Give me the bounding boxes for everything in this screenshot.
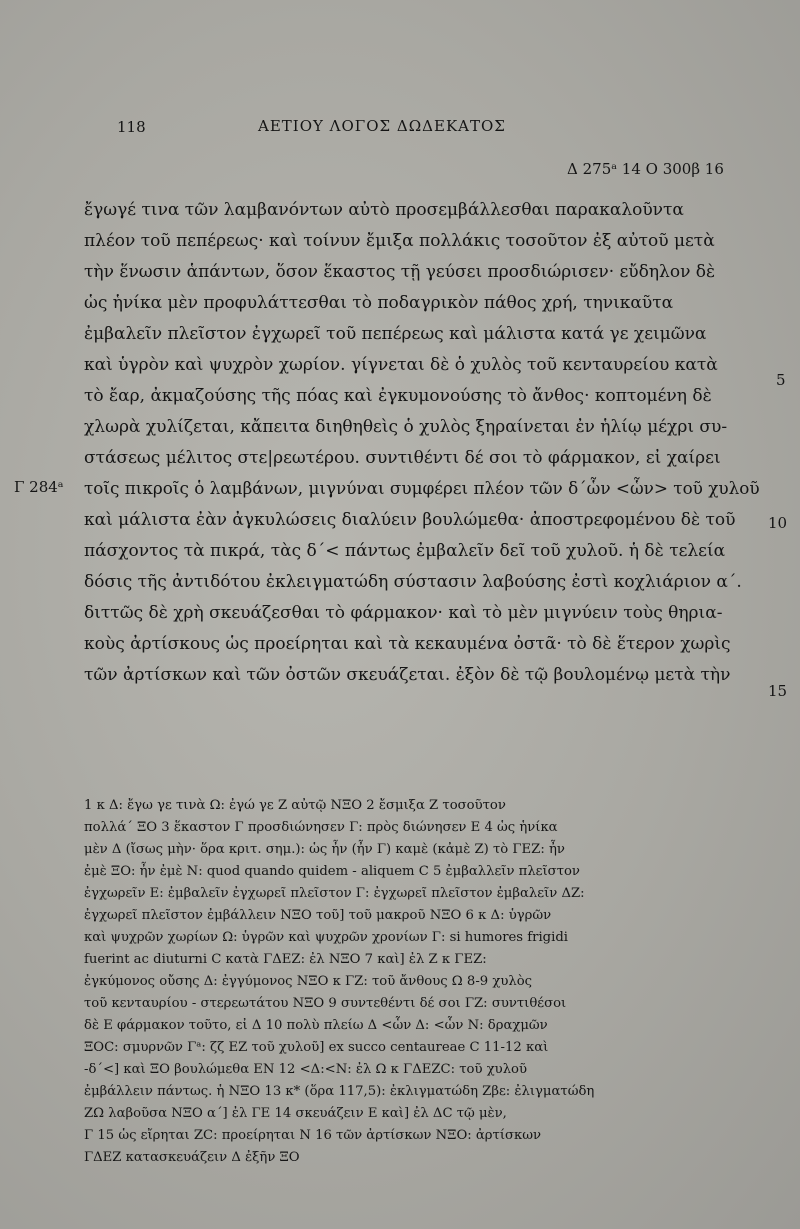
running-title: ΑΕΤΙΟΥ ΛΟΓΟΣ ΔΩΔΕΚΑΤΟΣ — [258, 117, 506, 135]
apparatus-line: δὲ Ε φάρμακον τοῦτο, εἰ Δ 10 πολὺ πλείω Δ <ὧν Δ: <ὧν Ν: δραχμῶν — [84, 1018, 548, 1033]
apparatus-line: -δ´<] καὶ ΞΟ βουλώμεθα ΕΝ 12 <Δ:<Ν: ἐλ Ω κ ΓΔΕΖC: τοῦ χυλοῦ — [84, 1062, 528, 1077]
apparatus-line: τοῦ κενταυρίου - στερεωτάτου ΝΞΟ 9 συντεθέντι δέ σοι ΓΖ: συντιθέσοι — [84, 996, 567, 1011]
apparatus-line: ΓΔΕΖ κατασκευάζειν Δ ἐξῆν ΞΟ — [84, 1150, 300, 1165]
text-line: τῶν ἀρτίσκων καὶ τῶν ὀστῶν σκευάζεται. ἐξὸν δὲ τῷ βουλομένῳ μετὰ τὴν — [84, 665, 731, 685]
apparatus-line: ἐγχωρεῖ πλεῖστον ἐμβάλλειν ΝΞΟ τοῦ] τοῦ μακροῦ ΝΞΟ 6 κ Δ: ὑγρῶν — [84, 908, 552, 923]
line-number: 5 — [776, 371, 786, 389]
apparatus-line: ἐμβάλλειν πάντως. ἡ ΝΞΟ 13 κ* (ὅρα 117,5): ἐκλιγματώδη Ζβε: ἐλιγματώδη — [84, 1084, 595, 1099]
text-line: ἐμβαλεῖν πλεῖστον ἐγχωρεῖ τοῦ πεπέρεως καὶ μάλιστα κατά γε χειμῶνα — [84, 324, 707, 344]
text-line: πάσχοντος τὰ πικρά, τὰς δ´< πάντως ἐμβαλεῖν δεῖ τοῦ χυλοῦ. ἡ δὲ τελεία — [84, 541, 726, 561]
apparatus-line: ἐγκύμονος οὔσης Δ: ἐγγύμονος ΝΞΟ κ ΓΖ: τοῦ ἄνθους Ω 8-9 χυλὸς — [84, 974, 533, 989]
text-line: τὴν ἕνωσιν ἁπάντων, ὅσον ἕκαστος τῇ γεύσει προσδιώρισεν· εὔδηλον δὲ — [84, 262, 716, 282]
text-line: διττῶς δὲ χρὴ σκευάζεσθαι τὸ φάρμακον· καὶ τὸ μὲν μιγνύειν τοὺς θηρια- — [84, 603, 723, 623]
apparatus-line: ἐγχωρεῖν Ε: ἐμβαλεῖν ἐγχωρεῖ πλεῖστον Γ: ἐγχωρεῖ πλεῖστον ἐμβαλεῖν ΔΖ: — [84, 886, 585, 901]
manuscript-sigla: Δ 275ᵃ 14 Ο 300β 16 — [567, 160, 724, 178]
text-line: τὸ ἔαρ, ἀκμαζούσης τῆς πόας καὶ ἐγκυμονούσης τὸ ἄνθος· κοπτομένη δὲ — [84, 386, 712, 406]
apparatus-line: Γ 15 ὡς εἴρηται ZC: προείρηται Ν 16 τῶν ἀρτίσκων ΝΞΟ: ἀρτίσκων — [84, 1128, 542, 1143]
text-line: ὡς ἡνίκα μὲν προφυλάττεσθαι τὸ ποδαγρικὸν πάθος χρή, τηνικαῦτα — [84, 293, 674, 313]
apparatus-line: 1 κ Δ: ἔγω γε τινὰ Ω: ἐγώ γε Ζ αὐτῷ ΝΞΟ 2 ἔσμιξα Ζ τοσοῦτον — [84, 798, 506, 813]
apparatus-line: καὶ ψυχρῶν χωρίων Ω: ὑγρῶν καὶ ψυχρῶν χρονίων Γ: si humores frigidi — [84, 930, 568, 945]
margin-reference: Γ 284ᵃ — [14, 478, 64, 496]
line-number: 15 — [768, 682, 788, 700]
apparatus-line: ΖΩ λαβοῦσα ΝΞΟ α´] ἐλ ΓΕ 14 σκευάζειν Ε καὶ] ἐλ ΔC τῷ μὲν, — [84, 1106, 507, 1121]
apparatus-line: fuerint ac diuturni C κατὰ ΓΔΕΖ: ἐλ ΝΞΟ 7 καὶ] ἐλ Ζ κ ΓΕΖ: — [84, 952, 487, 967]
text-line: χλωρὰ χυλίζεται, κἄπειτα διηθηθεὶς ὁ χυλὸς ξηραίνεται ἐν ἡλίῳ μέχρι συ- — [84, 417, 728, 437]
text-line: ἔγωγέ τινα τῶν λαμβανόντων αὐτὸ προσεμβάλλεσθαι παρακαλοῦντα — [84, 200, 684, 220]
apparatus-line: μὲν Δ (ἴσως μὴν· ὅρα κριτ. σημ.): ὡς ἦν (ἦν Γ) καμὲ (κἀμὲ Ζ) τὸ ΓΕΖ: ἦν — [84, 842, 565, 857]
page-number: 118 — [117, 118, 146, 136]
apparatus-line: ΞΟC: σμυρνῶν Γᵃ: ζζ ΕΖ τοῦ χυλοῦ] ex succo centaureae C 11-12 καὶ — [84, 1040, 549, 1055]
text-line: τοῖς πικροῖς ὁ λαμβάνων, μιγνύναι συμφέρει πλέον τῶν δ´ὧν <ὧν> τοῦ χυλοῦ — [84, 479, 760, 499]
text-line: δόσις τῆς ἀντιδότου ἐκλειγματώδη σύστασιν λαβούσης ἐστὶ κοχλιάριον α´. — [84, 572, 742, 592]
text-line: πλέον τοῦ πεπέρεως· καὶ τοίνυν ἔμιξα πολλάκις τοσοῦτον ἐξ αὐτοῦ μετὰ — [84, 231, 715, 251]
apparatus-line: ἐμὲ ΞΟ: ἦν ἐμὲ Ν: quod quando quidem - aliquem C 5 ἐμβαλλεῖν πλεῖστον — [84, 864, 580, 879]
text-line: κοὺς ἀρτίσκους ὡς προείρηται καὶ τὰ κεκαυμένα ὀστᾶ· τὸ δὲ ἕτερον χωρὶς — [84, 634, 731, 654]
text-line: στάσεως μέλιτος στε|ρεωτέρου. συντιθέντι δέ σοι τὸ φάρμακον, εἰ χαίρει — [84, 448, 721, 468]
text-line: καὶ μάλιστα ἐὰν ἀγκυλώσεις διαλύειν βουλώμεθα· ἀποστρεφομένου δὲ τοῦ — [84, 510, 736, 530]
text-line: καὶ ὑγρὸν καὶ ψυχρὸν χωρίον. γίγνεται δὲ ὁ χυλὸς τοῦ κενταυρείου κατὰ — [84, 355, 718, 375]
line-number: 10 — [768, 514, 788, 532]
apparatus-line: πολλά´ ΞΟ 3 ἕκαστον Γ προσδιώνησεν Γ: πρὸς διώνησεν Ε 4 ὡς ἡνίκα — [84, 820, 558, 835]
